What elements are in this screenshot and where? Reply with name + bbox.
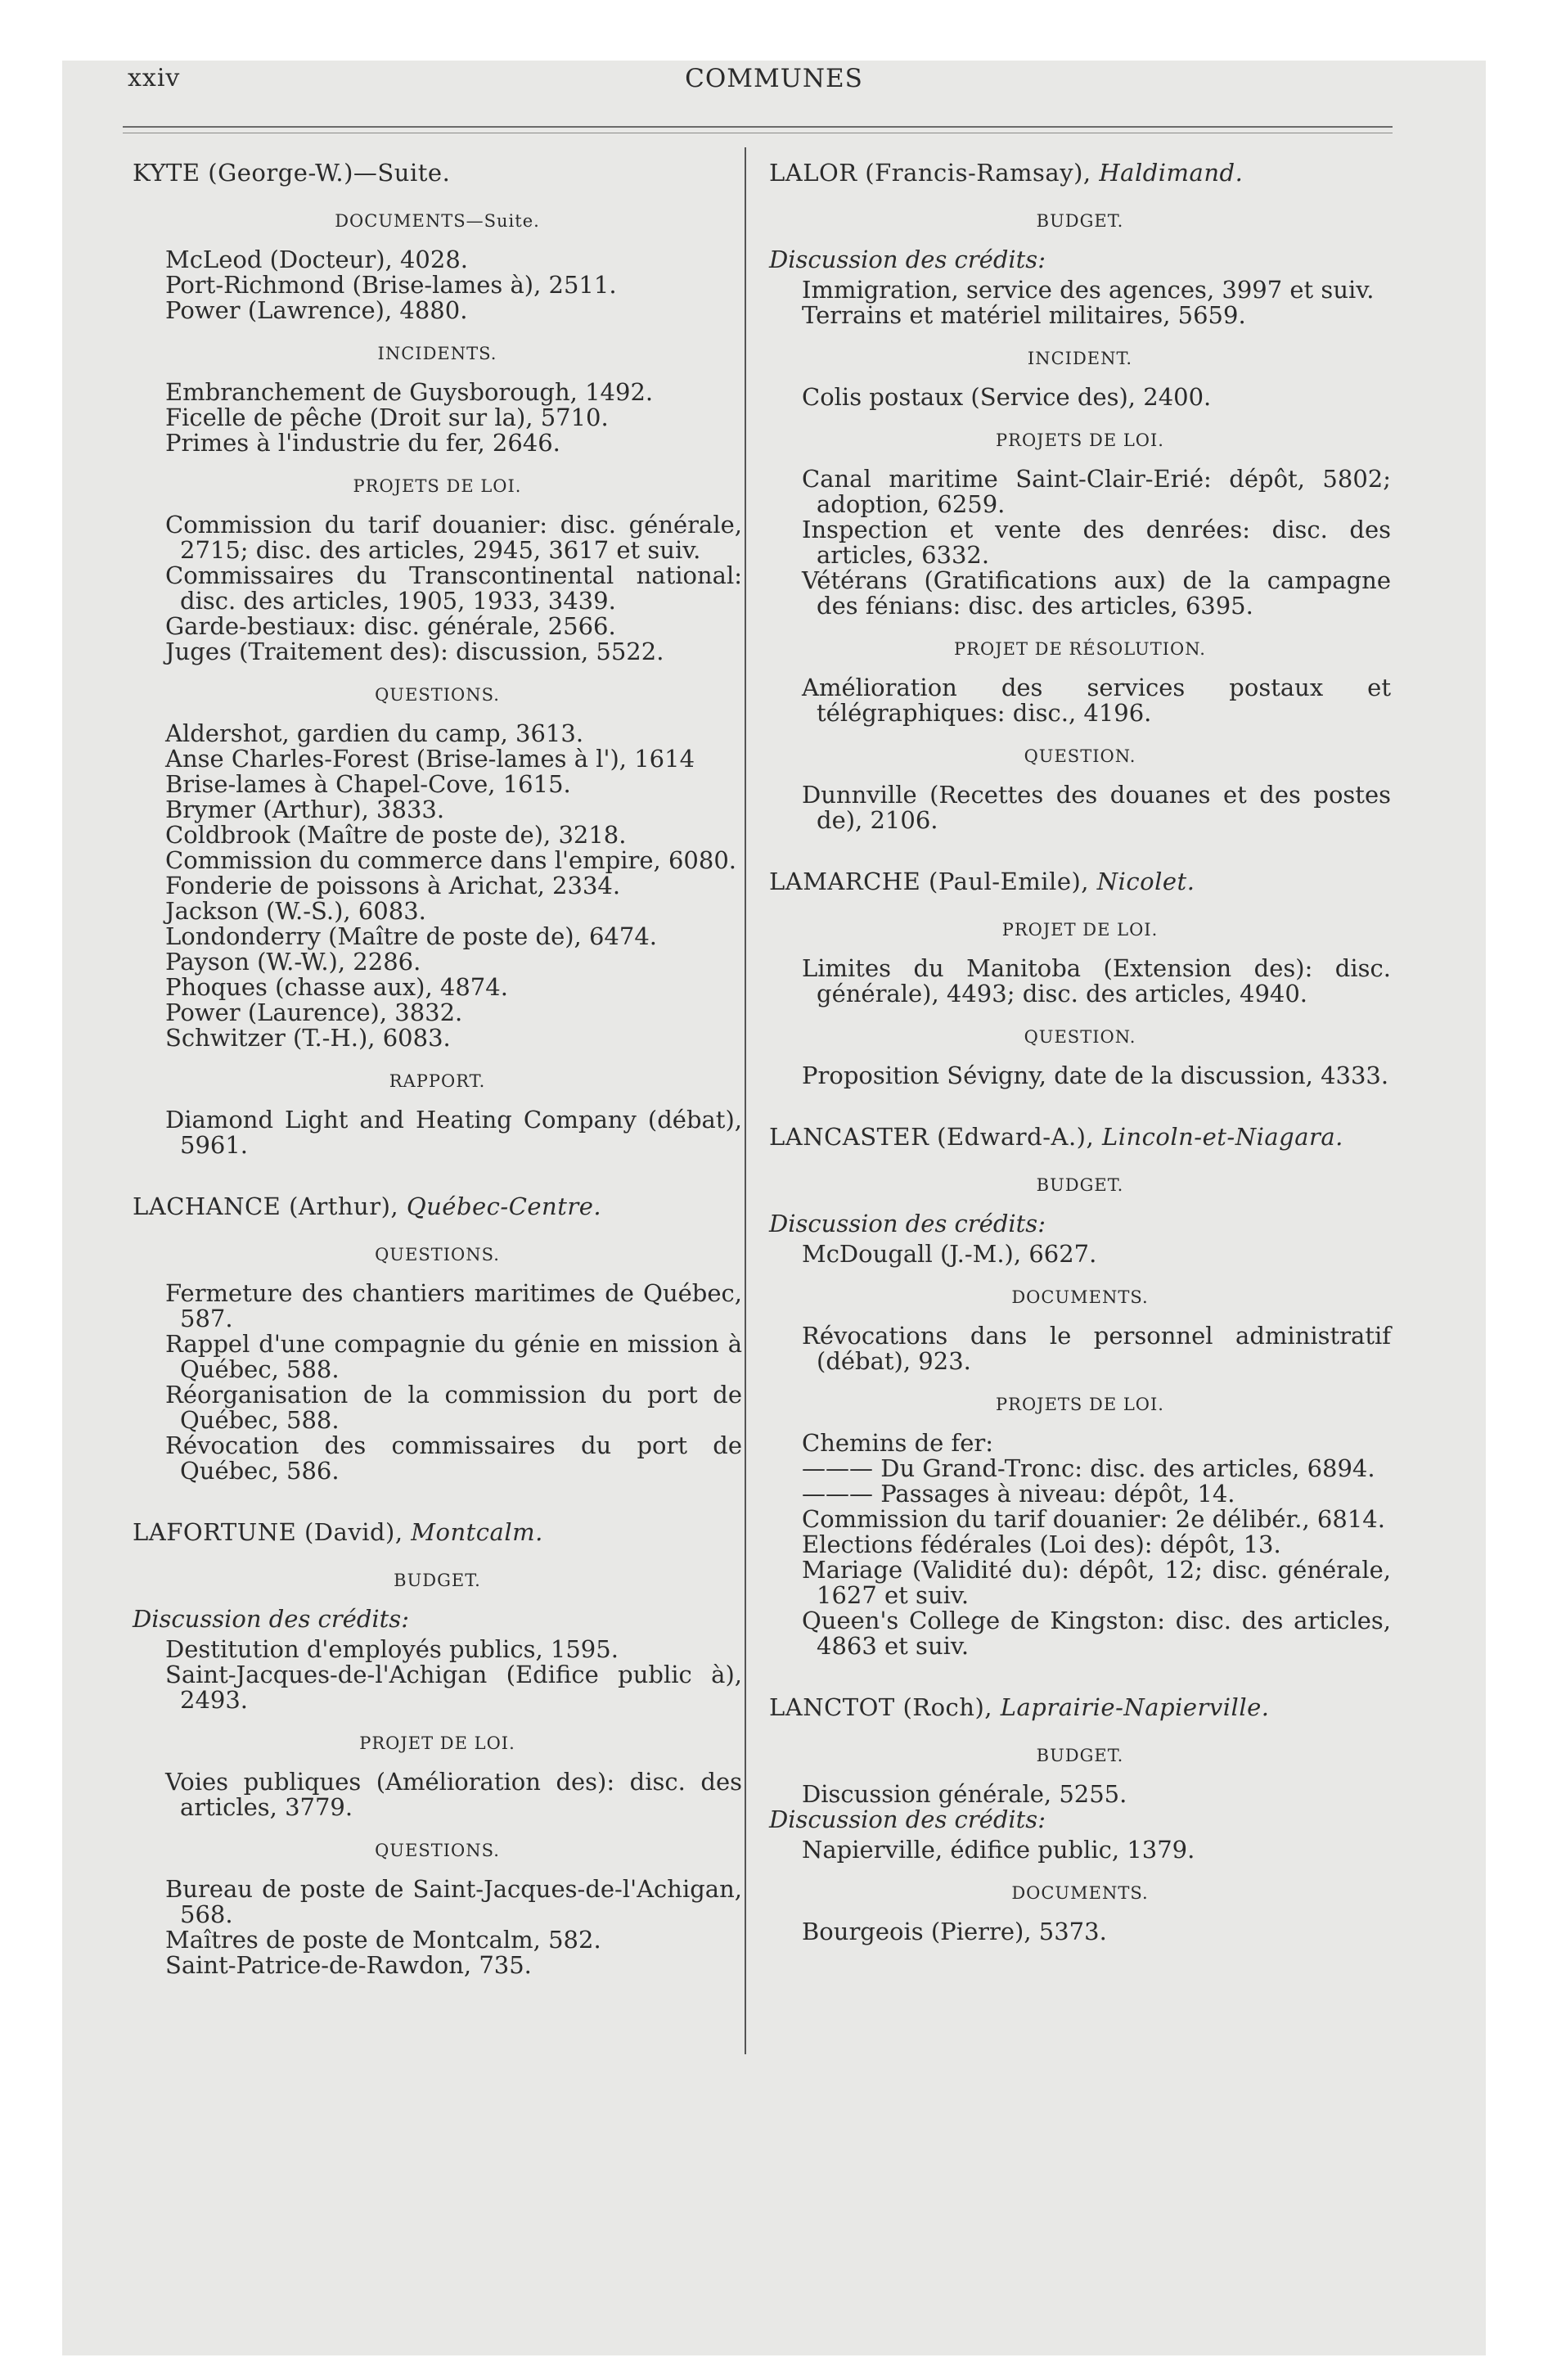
right-column (769, 160, 1391, 1945)
entry-name-lamarche: LAMARCHE (Paul-Emile), Nicolet. (769, 868, 1195, 895)
column-divider (745, 147, 746, 2054)
list-item: ——— Du Grand-Tronc: disc. des articles, 6894. (802, 1454, 1375, 1482)
list-item: Coldbrook (Maître de poste de), 3218. (165, 821, 627, 849)
list-item: Immigration, service des agences, 3997 et suiv. (802, 276, 1375, 304)
list-item: Londonderry (Maître de poste de), 6474. (165, 922, 657, 950)
list-item: Aldershot, gardien du camp, 3613. (165, 719, 584, 747)
list-item: Payson (W.-W.), 2286. (165, 948, 421, 976)
list-item: ——— Passages à niveau: dépôt, 14. (802, 1480, 1235, 1508)
list-item: Bureau de poste de Saint-Jacques-de-l'Achigan, 568. (165, 1875, 742, 1928)
list-item: Amélioration des services postaux et télégraphiques: disc., 4196. (802, 674, 1391, 727)
list-item: Révocation des commissaires du port de Québec, 586. (165, 1431, 742, 1485)
entry-name-lafortune: LAFORTUNE (David), Montcalm. (133, 1518, 543, 1546)
subsection-title: Discussion des crédits: (769, 246, 1046, 273)
list-item: Discussion générale, 5255. (802, 1780, 1127, 1808)
list-item: Mariage (Validité du): dépôt, 12; disc. générale, 1627 et suiv. (802, 1556, 1391, 1609)
list-item: Voies publiques (Amélioration des): disc. des articles, 3779. (165, 1768, 742, 1821)
section-title: RAPPORT. (389, 1071, 486, 1091)
section-title: QUESTION. (1024, 1027, 1136, 1047)
list-item: McDougall (J.-M.), 6627. (802, 1240, 1097, 1268)
section-title: INCIDENT. (1027, 349, 1133, 368)
list-item: Chemins de fer: (802, 1429, 994, 1457)
page-title: COMMUNES (685, 64, 863, 93)
subsection-title: Discussion des crédits: (133, 1605, 409, 1633)
list-item: Colis postaux (Service des), 2400. (802, 383, 1212, 411)
subsection-title: Discussion des crédits: (769, 1210, 1046, 1237)
list-item: Canal maritime Saint-Clair-Erié: dépôt, 5802; adoption, 6259. (802, 465, 1391, 518)
list-item: Bourgeois (Pierre), 5373. (802, 1918, 1107, 1945)
section-title: PROJET DE LOI. (359, 1733, 515, 1753)
subsection-title: Discussion des crédits: (769, 1805, 1046, 1833)
section-title: BUDGET. (394, 1571, 481, 1590)
list-item: Primes à l'industrie du fer, 2646. (165, 429, 560, 457)
list-item: Destitution d'employés publics, 1595. (165, 1635, 619, 1663)
list-item: McLeod (Docteur), 4028. (165, 246, 468, 273)
entry-name-lancaster: LANCASTER (Edward-A.), Lincoln-et-Niagara. (769, 1123, 1343, 1151)
list-item: Queen's College de Kingston: disc. des articles, 4863 et suiv. (802, 1607, 1391, 1660)
section-title: QUESTIONS. (375, 1245, 500, 1264)
list-item: Juges (Traitement des): discussion, 5522. (165, 638, 664, 665)
list-item: Commission du tarif douanier: 2e délibér., 6814. (802, 1505, 1385, 1533)
list-item: Commission du tarif douanier: disc. générale, 2715; disc. des articles, 2945, 3617 et suiv. (165, 511, 742, 564)
section-title: DOCUMENTS—Suite. (335, 211, 540, 231)
list-item: Brymer (Arthur), 3833. (165, 796, 445, 823)
list-item: Fermeture des chantiers maritimes de Québec, 587. (165, 1279, 742, 1332)
section-title: QUESTION. (1024, 746, 1136, 766)
list-item: Vétérans (Gratifications aux) de la campagne des fénians: disc. des articles, 6395. (802, 566, 1391, 620)
list-item: Napierville, édifice public, 1379. (802, 1836, 1195, 1864)
header-rule (123, 126, 1393, 128)
section-title: PROJET DE LOI. (1001, 920, 1159, 940)
list-item: Proposition Sévigny, date de la discussion, 4333. (802, 1062, 1389, 1089)
section-title: BUDGET. (1036, 1175, 1124, 1195)
list-item: Schwitzer (T.-H.), 6083. (165, 1024, 451, 1052)
list-item: Terrains et matériel militaires, 5659. (802, 301, 1246, 329)
list-item: Maîtres de poste de Montcalm, 582. (165, 1926, 601, 1954)
section-title: DOCUMENTS. (1011, 1883, 1149, 1903)
list-item: Phoques (chasse aux), 4874. (165, 973, 508, 1001)
list-item: Power (Lawrence), 4880. (165, 296, 468, 324)
list-item: Jackson (W.-S.), 6083. (165, 897, 426, 925)
list-item: Ficelle de pêche (Droit sur la), 5710. (165, 403, 609, 431)
list-item: Révocations dans le personnel administratif (débat), 923. (802, 1322, 1391, 1375)
section-title: BUDGET. (1036, 211, 1124, 231)
list-item: Brise-lames à Chapel-Cove, 1615. (165, 770, 571, 798)
section-title: PROJETS DE LOI. (996, 1395, 1164, 1414)
list-item: Anse Charles-Forest (Brise-lames à l'), 1614 (165, 745, 695, 773)
list-item: Saint-Jacques-de-l'Achigan (Edifice public à), 2493. (165, 1661, 742, 1714)
list-item: Embranchement de Guysborough, 1492. (165, 378, 654, 406)
section-title: PROJETS DE LOI. (353, 476, 522, 496)
section-title: BUDGET. (1036, 1746, 1124, 1765)
list-item: Port-Richmond (Brise-lames à), 2511. (165, 271, 617, 299)
left-column (133, 160, 742, 1978)
list-item: Inspection et vente des denrées: disc. des articles, 6332. (802, 516, 1391, 569)
list-item: Limites du Manitoba (Extension des): disc. générale), 4493; disc. des articles, 4940. (802, 954, 1391, 1007)
list-item: Fonderie de poissons à Arichat, 2334. (165, 872, 621, 899)
list-item: Rappel d'une compagnie du génie en mission à Québec, 588. (165, 1330, 742, 1383)
list-item: Commissaires du Transcontinental national: disc. des articles, 1905, 1933, 3439. (165, 561, 742, 615)
list-item: Garde-bestiaux: disc. générale, 2566. (165, 612, 616, 640)
section-title: INCIDENTS. (377, 344, 497, 363)
list-item: Saint-Patrice-de-Rawdon, 735. (165, 1951, 532, 1979)
section-title: DOCUMENTS. (1011, 1287, 1149, 1307)
list-item: Power (Laurence), 3832. (165, 998, 463, 1026)
section-title: PROJETS DE LOI. (996, 430, 1164, 450)
entry-name-lanctot: LANCTOT (Roch), Laprairie-Napierville. (769, 1693, 1270, 1721)
section-title: PROJET DE RÉSOLUTION. (954, 639, 1206, 659)
section-title: QUESTIONS. (375, 1841, 500, 1860)
section-title: QUESTIONS. (375, 685, 500, 705)
page-number: xxiv (128, 64, 181, 92)
list-item: Réorganisation de la commission du port de Québec, 588. (165, 1381, 742, 1434)
list-item: Diamond Light and Heating Company (débat), 5961. (165, 1106, 742, 1159)
list-item: Dunnville (Recettes des douanes et des postes de), 2106. (802, 781, 1391, 834)
entry-name-lalor: LALOR (Francis-Ramsay), Haldimand. (769, 159, 1244, 187)
list-item: Commission du commerce dans l'empire, 6080. (165, 846, 736, 874)
list-item: Elections fédérales (Loi des): dépôt, 13. (802, 1530, 1281, 1558)
entry-name-lachance: LACHANCE (Arthur), Québec-Centre. (133, 1192, 602, 1220)
entry-name-kyte: KYTE (George-W.)—Suite. (133, 159, 451, 187)
